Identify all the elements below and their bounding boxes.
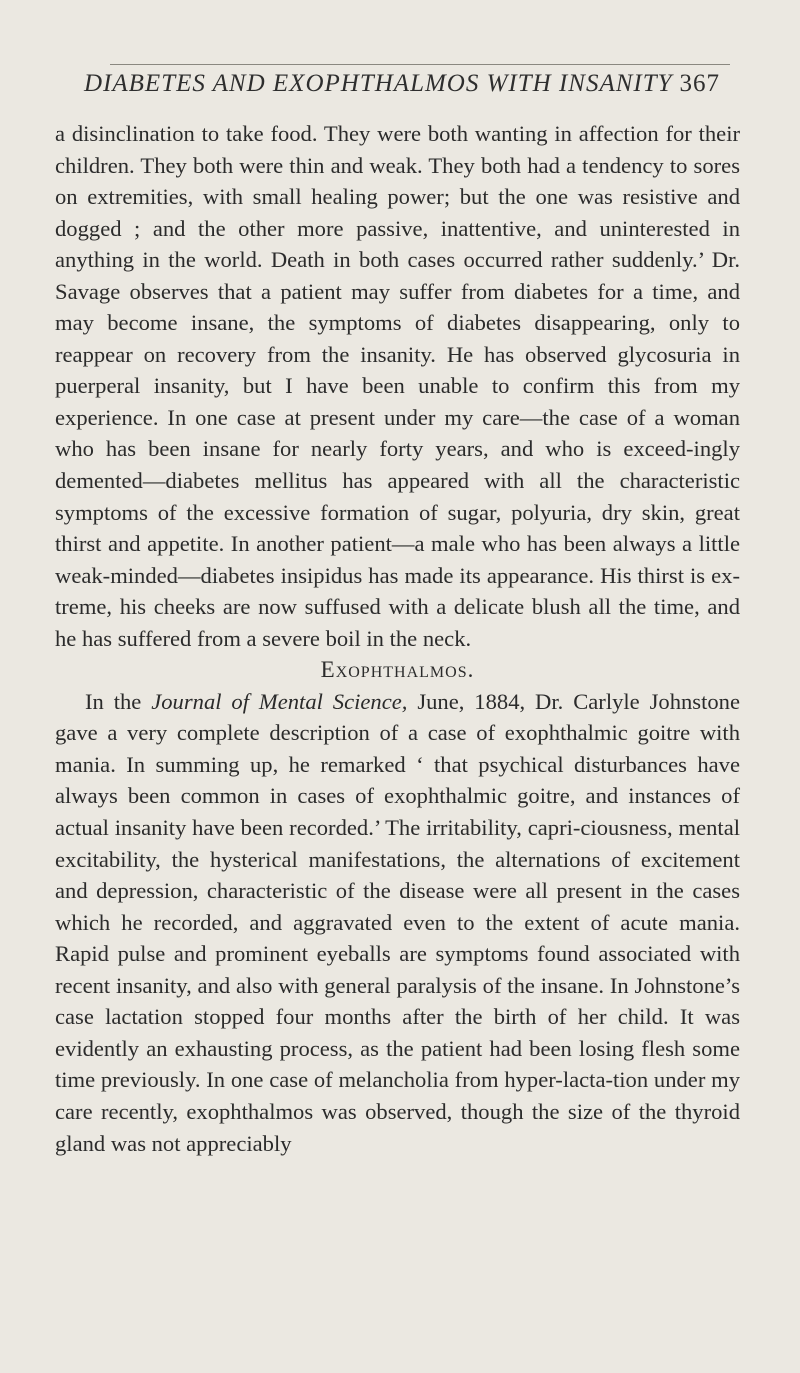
header-rule xyxy=(110,64,730,65)
running-head-title: DIABETES AND EXOPHTHALMOS WITH INSANITY xyxy=(84,70,673,97)
paragraph-lead: In the xyxy=(85,688,152,714)
running-head xyxy=(84,70,720,106)
page-number: 367 xyxy=(679,70,720,97)
paragraph-rest: June, 1884, Dr. Carlyle Johnstone gave a very complete description of a case of exophthalmic goitre with mania. In summing up, he remarked ‘ that psychical disturbances have always been common in cases of exophthalmic goitre, and instances of actual insanity have been recorded.’ The irritability, capri-ciousness, mental excitability, the hysterical manifestations, the alternations of excitement and depression, characteristic of the disease were all present in the cases which he recorded, and aggravated even to the extent of acute mania. Rapid pulse and prominent eyeballs are symptoms found associated with recent insanity, and also with general paralysis of the insane. In Johnstone’s case lactation stopped four months after the birth of her child. It was evidently an exhausting process, as the patient had been losing flesh some time previously. In one case of melancholia from hyper-lacta-tion under my care recently, exophthalmos was observed, though the size of the thyroid gland was not appreciably xyxy=(55,688,740,1156)
journal-title: Journal of Mental Science, xyxy=(151,688,408,714)
body-text xyxy=(55,118,740,1159)
paragraph-exophthalmos xyxy=(55,686,740,1159)
section-heading: Exophthalmos. xyxy=(320,657,475,683)
paragraph-diabetes: a disinclination to take food. They were both wanting in affection for their children. They both were thin and weak. They both had a tendency to sores on extremities, with small healing power; but the one was resistive and dogged ; and the other more passive, inattentive, and uninterested in anything in the world. Death in both cases occurred rather suddenly.’ Dr. Savage observes that a patient may suffer from diabetes for a time, and may become insane, the symptoms of diabetes disappearing, only to reappear on recovery from the insanity. He has observed glycosuria in puerperal insanity, but I have been unable to confirm this from my experience. In one case at present under my care—the case of a woman who has been insane for nearly forty years, and who is exceed-ingly demented—diabetes mellitus has appeared with all the characteristic symptoms of the excessive formation of sugar, polyuria, dry skin, great thirst and appetite. In another patient—a male who has been always a little weak-minded—diabetes insipidus has made its appearance. His thirst is ex-treme, his cheeks are now suffused with a delicate blush all the time, and he has suffered from a severe boil in the neck. xyxy=(55,121,740,651)
